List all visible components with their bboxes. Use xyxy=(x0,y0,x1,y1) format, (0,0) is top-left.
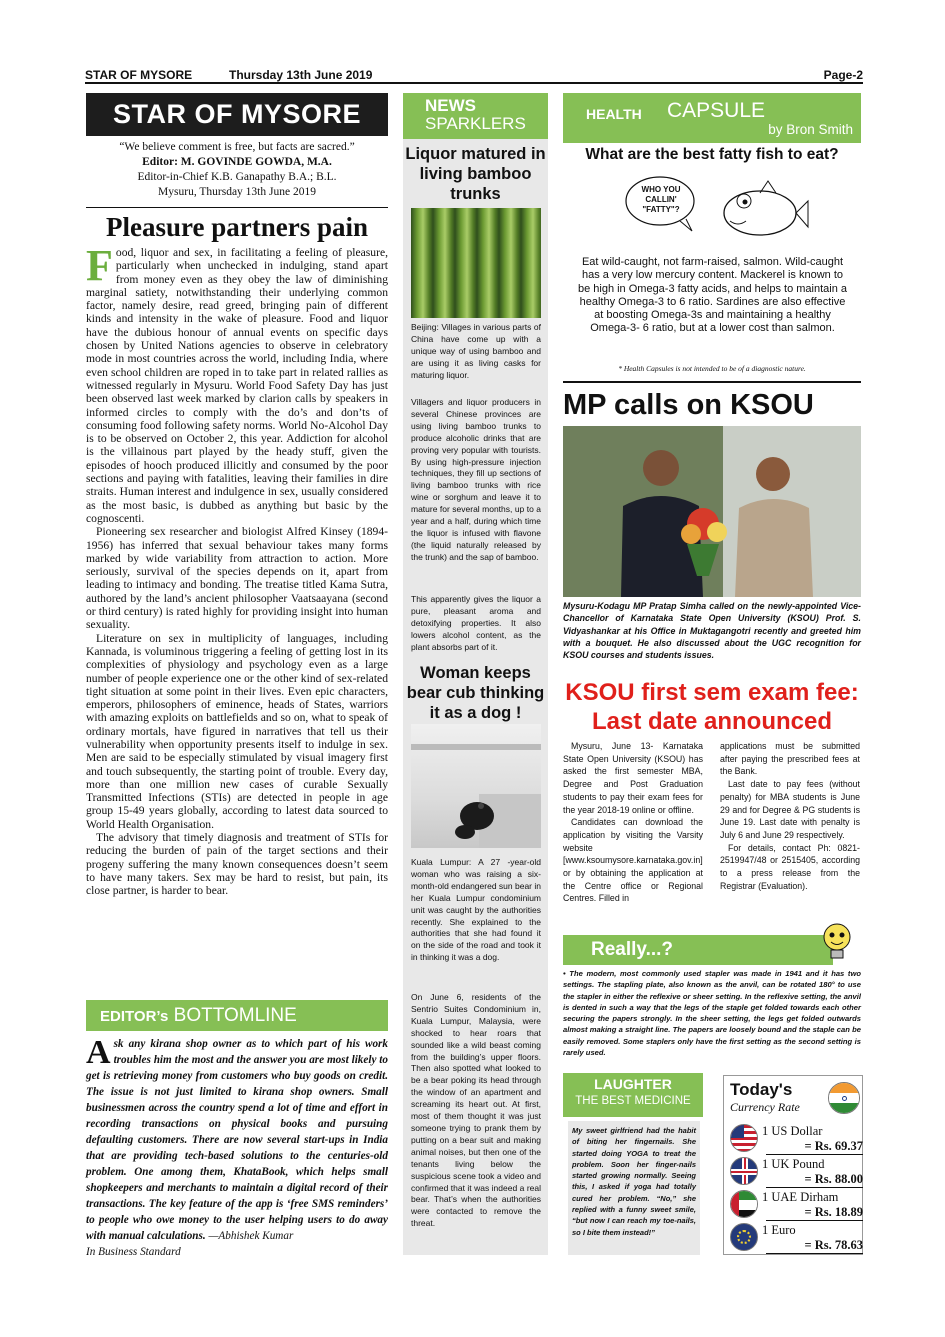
rate-row-gbp xyxy=(730,1157,863,1189)
rate-name: 1 US Dollar xyxy=(762,1124,823,1138)
editorial-para-4: The advisory that timely diagnosis and treatment of STIs for reducing the burden of pain of the target sections and their progeny suffering the many known consequences doesn’t seem to have many takers. Sex may be hard to resist, but pain, its close partner, is harder to bear. xyxy=(86,831,388,898)
mp-photo-scene xyxy=(563,426,861,597)
laughter-banner xyxy=(563,1073,703,1117)
header-page-number: Page-2 xyxy=(823,68,863,82)
fish-cartoon xyxy=(620,171,810,243)
divider xyxy=(86,207,388,208)
rate-value: = Rs. 69.37 xyxy=(766,1139,863,1155)
ksou-para-2: Candidates can download the application by visiting the Varsity website [www.ksoumysore.karnataka.gov.in] or by obtaining the application at the Centre office or Regional Centres. Filled in xyxy=(563,817,703,904)
header-date: Thursday 13th June 2019 xyxy=(229,68,373,82)
rate-title: Today's xyxy=(730,1080,793,1099)
rate-value: = Rs. 18.89 xyxy=(766,1205,863,1221)
editorial-para-3: Literature on sex in multiplicity of languages, including Kannada, is voluminous triggering a feeling of getting lost in its complexities of physiology and psychology even as a large number of people experience one or the other kind of sex-related tight situation at some point in their lives. Even epic characters, emperors, philosophers of eminence, heads of States, warriors with amazing exploits on battlefields and so on, what to speak of ordinary mortals, have figured in narratives that tell us their vulnerability when opportunity presents itself to indulge in sex. Men are said to be especially stimulated by visual imagery first and touch subsequently, the starting point of trouble. Every day, more than one million new cases of curable Sexually Transmitted Infections (STIs) are detected in people in age group 15-49 years globally, according to latest data sourced to World Health Organisation. xyxy=(86,631,388,831)
bottomline-source: In Business Standard xyxy=(86,1246,181,1258)
editorial-para-2: Pioneering sex researcher and biologist Alfred Kinsey (1894-1956) has inferred that sexual behaviour takes many forms marked by wide variability from attraction to action. More seriously, survival of the species depends on it, apart from leading to intimacy and bonding. The treatise titled Kama Sutra, authored by the land’s ancient philosopher Vaatsaayana (second or third century) is rated highly for providing insight into human sexuality. xyxy=(86,525,388,632)
health-label-a: HEALTH xyxy=(586,106,642,122)
bottomline-banner xyxy=(86,1000,388,1031)
news-sparklers-banner xyxy=(403,93,548,139)
rate-name: 1 UK Pound xyxy=(762,1157,825,1171)
news-1-para-a: Beijing: Villages in various parts of China have come up with a unique way of using bamboo and are using it as living casks for maturing liquor. xyxy=(411,322,541,380)
uk-flag-icon xyxy=(730,1157,758,1185)
masthead-chief: Editor-in-Chief K.B. Ganapathy B.A.; B.L. xyxy=(137,171,337,183)
rate-value: = Rs. 88.00 xyxy=(766,1172,863,1188)
news-label-b: SPARKLERS xyxy=(425,114,526,133)
bottomline-credit: —Abhishek Kumar xyxy=(208,1230,294,1242)
ksou-col-1 xyxy=(563,740,703,905)
news-2-para-a: Kuala Lumpur: A 27 -year-old woman who was raising a six-month-old endangered sun bear in her Kuala Lumpur condominium unit was caught by the authorities recently. She explained to the authorities that she had found it on the side of the road and took it in thinking it was a dog. xyxy=(411,857,541,963)
news-label-a: NEWS xyxy=(425,96,476,115)
uae-flag-icon xyxy=(730,1190,758,1218)
news-1-para-c: This apparently gives the liquor a pure, pleasant aroma and detoxifying properties. It also lowers alcohol content, as the plant absorbs part of it. xyxy=(411,594,541,652)
laughter-body: My sweet girlfriend had the habit of biting her fingernails. She started doing YOGA to treat the problem. Soon her finger-nails started growing normally. Seeing this, I asked if yoga had totally cured her problem. “No,” she replied with a funny sweet smile, “but now I can reach my toe-nails, so I bite them instead!” xyxy=(568,1121,700,1255)
health-question: What are the best fatty fish to eat? xyxy=(585,146,839,163)
laughter-label-b: THE BEST MEDICINE xyxy=(575,1095,691,1107)
ksou-para-4: Last date to pay fees (without penalty) for MBA students is June 29 and for Degree & PG students is June 19. Last date with penalty is July 6 and June 29 respectively. xyxy=(720,779,860,840)
india-flag-icon xyxy=(828,1082,860,1114)
editorial-para-1: ood, liquor and sex, in facilitating a feeling of pleasure, particularly when unchecked in indulging, stand apart from money even as they obey the law of diminishing marginal satiety, notwithstanding their underlying common factor, namely desire, read greed, bringing pain of different kinds and intensity in the wake of pleasure. Food and liquor have the dubious honour of annual events on specific days chosen by United Nations agencies to observe in celebratory mode in most countries across the world, including India, where even school children are roped in to take part in related rallies as witnessed regularly in Mysuru. World Food Safety Day has just been observed last week marked by clarion calls by speakers in informed circles to comply with the do’s and don’ts of consuming food following safety norms. World No-Alcohol Day is to be observed on October 2, this year. Addiction for alcohol is the villainous part played by the heady stuff, given the episodes of hooch produced illicitly and consumed by the poor sections and paying with fatalities, leaving their families in dire straits. Human interest and indulgence in sex, usually considered as the most basic, is dubbed as anything but basic by the cognoscenti. xyxy=(86,246,388,525)
masthead-editor: Editor: M. GOVINDE GOWDA, M.A. xyxy=(142,156,332,168)
really-body: • The modern, most commonly used stapler was made in 1941 and it has two settings. The stapling plate, also known as the anvil, can be rotated 180° to use the stapler in either the reflexive or sheer setting. In the reflexive setting, the anvil is dented in such a way that the legs of the staple get folded towards each other securing the papers strongly. In the sheer setting, the legs get folded outwards almost making a straight line. The papers are loosely bound and the staple can be easily removed. Some staplers only have the first setting as the second setting is rarely used. xyxy=(563,969,861,1058)
editorial-body xyxy=(86,241,388,898)
currency-rate-box xyxy=(723,1075,863,1255)
cartoon-speech: WHO YOU CALLIN' "FATTY"? xyxy=(641,185,681,214)
ksou-para-3: applications must be submitted after paying the prescribed fees at the Bank. xyxy=(720,741,860,777)
mp-caption: Mysuru-Kodagu MP Pratap Simha called on the newly-appointed Vice-Chancellor of Karnataka State Open University (KSOU) Prof. S. Vidyashankar at his Office in Muktagangotri recently and greeted him with a bouquet. He also discussed about the UGC recognition for KSOU courses and students issues. xyxy=(563,601,861,661)
rate-row-usd xyxy=(730,1124,863,1156)
masthead-dateline: Mysuru, Thursday 13th June 2019 xyxy=(158,186,316,198)
bottomline-body xyxy=(86,1036,388,1260)
ksou-para-5: For details, contact Ph: 0821-2519947/48 or 2515405, according to a press release from the Registrar (Evaluation). xyxy=(720,842,860,891)
bamboo-photo xyxy=(411,208,541,318)
news-1-para-b: Villagers and liquor producers in several Chinese provinces are using living bamboo trunks to produce alcoholic drinks that are proving very popular with tourists. By using high-pressure injection techniques, they fill up sections of living bamboo trunks with rice wine or sorghum and leave it to mature for several months, up to a year and a half, during which time the liquor is infused with flavone (the liquid naturally released by the trunk) and the sap of bamboo. xyxy=(411,397,541,562)
really-banner: Really...? xyxy=(563,935,833,965)
rate-subtitle: Currency Rate xyxy=(730,1100,800,1114)
masthead-motto: “We believe comment is free, but facts are sacred.” xyxy=(119,141,355,153)
rate-row-eur xyxy=(730,1223,863,1255)
news-headline-1: Liquor matured in living bamboo trunks xyxy=(405,145,546,203)
rate-value: = Rs. 78.63 xyxy=(766,1238,863,1254)
bottomline-text: sk any kirana shop owner as to which part of his work troubles him the most and the answer you are most likely to get is retrieving money from customers who buy goods on credit. The issue is not just limited to kirana shop owners. Small businessmen across the country spend a lot of time and effort in recording transactions on physical books and pursuing defaulting customers. There are now several start-ups in India that are providing tech-based solutions to the centuries-old problem. One among them, KhataBook, which helps small shopkeepers and merchants to maintain a digital record of their transactions. The key feature of the app is ‘free SMS reminders’ to people who owe money to the user helping users to do away with manual calculations. xyxy=(86,1038,388,1242)
bear-photo xyxy=(411,724,541,848)
drop-cap: A xyxy=(86,1034,111,1071)
rate-row-aed xyxy=(730,1190,863,1222)
divider xyxy=(563,381,861,383)
health-note: * Health Capsules is not intended to be of a diagnostic nature. xyxy=(618,364,806,373)
rate-name: 1 Euro xyxy=(762,1223,796,1237)
drop-cap: F xyxy=(86,241,113,290)
masthead-logo: STAR OF MYSORE xyxy=(86,93,388,136)
eu-flag-icon xyxy=(730,1223,758,1251)
ksou-para-1: Mysuru, June 13- Karnataka State Open University (KSOU) has asked the first semester MBA, Degree and Post Graduation students to pay their exam fees for the year 2018-19 online or offline. xyxy=(563,741,703,815)
header-paper-name: STAR OF MYSORE xyxy=(85,68,193,82)
ksou-col-2 xyxy=(720,740,860,892)
us-flag-icon xyxy=(730,1124,758,1152)
health-capsule-banner xyxy=(563,93,861,143)
mp-headline: MP calls on KSOU xyxy=(563,389,814,421)
editorial-headline: Pleasure partners pain xyxy=(106,212,368,242)
lightbulb-icon xyxy=(817,917,857,967)
mp-photo xyxy=(563,426,861,597)
ksou-headline: KSOU first sem exam fee: Last date announced xyxy=(565,679,859,735)
bottomline-label-b: BOTTOMLINE xyxy=(173,1005,297,1026)
page-header xyxy=(85,67,863,84)
health-label-b: CAPSULE xyxy=(667,99,766,122)
editor-info xyxy=(86,140,388,200)
health-body: Eat wild-caught, not farm-raised, salmon. Wild-caught has a very low mercury content. Mackerel is known to be high in Omega-3 fatty acids, and helps to maintain a healthy Omega-3 to 6 ratio. Sardines are also effective at boosting Omega-3s and maintaining a healthy Omega-3- 6 ratio, but at a lower cost than salmon. xyxy=(577,256,848,335)
bottomline-label-a: EDITOR’s xyxy=(100,1008,169,1025)
news-2-para-b: On June 6, residents of the Sentrio Suites Condominium in, Kuala Lumpur, Malaysia, were shocked to hear roars that sounded like a wild beast coming from the building’s upper floors. Then also spotted what looked to be a bear poking its head through the window of an apartment and screaming its heart out. At first, most of them thought it was just someone trying to prank them by putting on a bear suit and making animal noises, but then one of the tenants living below the suspicious scene took a video and confirmed that it was indeed a real bear. That’s when the authorities were contacted to remove the threat. xyxy=(411,992,541,1229)
news-headline-2: Woman keeps bear cub thinking it as a dog ! xyxy=(406,664,545,722)
laughter-label-a: LAUGHTER xyxy=(594,1076,672,1092)
health-byline: by Bron Smith xyxy=(768,122,853,137)
bear-illustration xyxy=(411,724,541,848)
rate-name: 1 UAE Dirham xyxy=(762,1190,839,1204)
